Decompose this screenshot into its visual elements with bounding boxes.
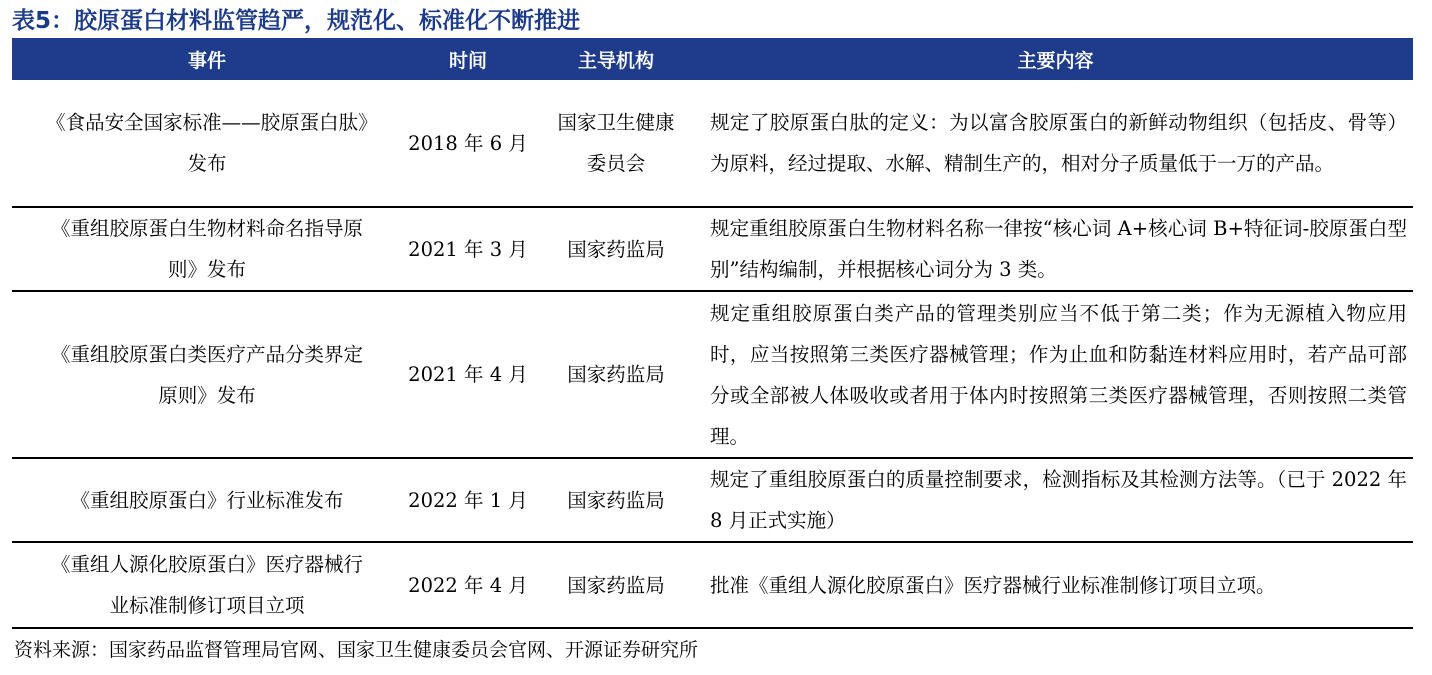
agency-cell: 国家药监局 <box>534 291 698 458</box>
column-header-content: 主要内容 <box>698 38 1413 80</box>
table-row <box>12 291 1413 458</box>
time-cell: 2022 年 4 月 <box>402 542 534 628</box>
column-header-event: 事件 <box>12 38 402 80</box>
source-note: 资料来源：国家药品监督管理局官网、国家卫生健康委员会官网、开源证券研究所 <box>14 639 699 661</box>
table-row <box>12 207 1413 291</box>
event-cell: 《食品安全国家标准——胶原蛋白肽》发布 <box>12 80 402 207</box>
table-row <box>12 458 1413 542</box>
content-cell: 规定重组胶原蛋白生物材料名称一律按“核心词 A+核心词 B+特征词-胶原蛋白型别”结构编制，并根据核心词分为 3 类。 <box>698 207 1413 291</box>
time-cell: 2022 年 1 月 <box>402 458 534 542</box>
event-cell: 《重组胶原蛋白》行业标准发布 <box>12 458 402 542</box>
column-header-time: 时间 <box>402 38 534 80</box>
event-cell: 《重组人源化胶原蛋白》医疗器械行业标准制修订项目立项 <box>12 542 402 628</box>
content-cell: 规定了重组胶原蛋白的质量控制要求，检测指标及其检测方法等。（已于 2022 年 8 月正式实施） <box>698 458 1413 542</box>
agency-cell: 国家药监局 <box>534 542 698 628</box>
table-header-row <box>12 38 1413 80</box>
table-row <box>12 80 1413 207</box>
table-row <box>12 542 1413 628</box>
data-table <box>12 38 1413 629</box>
page-title: 表5：胶原蛋白材料监管趋严，规范化、标准化不断推进 <box>12 8 581 34</box>
event-cell: 《重组胶原蛋白生物材料命名指导原则》发布 <box>12 207 402 291</box>
agency-cell: 国家药监局 <box>534 207 698 291</box>
time-cell: 2018 年 6 月 <box>402 80 534 207</box>
agency-cell: 国家卫生健康委员会 <box>534 80 698 207</box>
content-cell: 规定了胶原蛋白肽的定义：为以富含胶原蛋白的新鲜动物组织（包括皮、骨等）为原料，经过提取、水解、精制生产的，相对分子质量低于一万的产品。 <box>698 80 1413 207</box>
time-cell: 2021 年 3 月 <box>402 207 534 291</box>
column-header-agency: 主导机构 <box>534 38 698 80</box>
time-cell: 2021 年 4 月 <box>402 291 534 458</box>
event-cell: 《重组胶原蛋白类医疗产品分类界定原则》发布 <box>12 291 402 458</box>
content-cell: 规定重组胶原蛋白类产品的管理类别应当不低于第二类；作为无源植入物应用时，应当按照第三类医疗器械管理；作为止血和防黏连材料应用时，若产品可部分或全部被人体吸收或者用于体内时按照第三类医疗器械管理，否则按照二类管理。 <box>698 291 1413 458</box>
agency-cell: 国家药监局 <box>534 458 698 542</box>
content-cell: 批准《重组人源化胶原蛋白》医疗器械行业标准制修订项目立项。 <box>698 542 1413 628</box>
